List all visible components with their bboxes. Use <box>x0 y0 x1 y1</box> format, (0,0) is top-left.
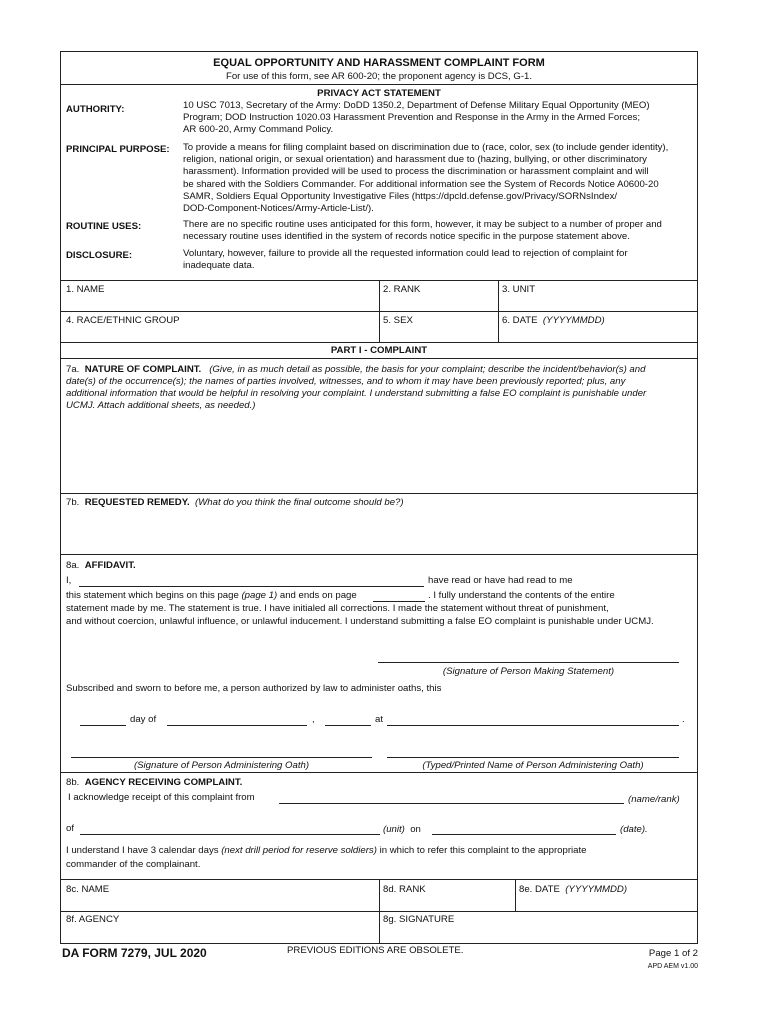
statement-signature-line[interactable] <box>378 662 679 663</box>
agency-8f-field[interactable] <box>62 926 377 942</box>
form-subtitle: For use of this form, see AR 600-20; the proponent agency is DCS, G-1. <box>225 71 533 82</box>
divider <box>60 911 698 912</box>
signature-8g-field[interactable] <box>381 926 696 942</box>
oath-signature-line[interactable] <box>71 757 372 758</box>
commander-text: commander of the complainant. <box>66 859 201 870</box>
period-text: . <box>682 714 685 725</box>
unit-on-text: (unit) on <box>383 824 421 835</box>
typed-name-label: (Typed/Printed Name of Person Administering Oath) <box>422 760 644 771</box>
divider <box>60 342 698 343</box>
page-number: Page 1 of 2 <box>648 948 698 959</box>
date-suffix-label: (date). <box>620 824 648 835</box>
authority-label: AUTHORITY: <box>66 104 125 115</box>
race-label: 4. RACE/ETHNIC GROUP <box>66 315 180 326</box>
oath-year-line[interactable] <box>325 725 371 726</box>
form-number: DA FORM 7279, JUL 2020 <box>62 946 207 960</box>
authority-text: 10 USC 7013, Secretary of the Army: DoDD 1350.2, Department of Defense Military Equal Opportunity (MEO) Program; DOD Instruction 1020.03 Harassment Prevention and Response in the Army in the Armed Forces; AR 600-20, Army Command Policy. <box>183 100 650 136</box>
oath-signature-label: (Signature of Person Administering Oath) <box>133 760 310 771</box>
nature-instructions: date(s) of the occurrence(s); the names of parties involved, witnesses, and to whom it may have been previously reported; plus, any additional information that would be helpful in resolving your complaint. I understand submitting a false EO complaint is punishable under UCMJ. Attach additional sheets, as needed.) <box>66 376 647 412</box>
name-rank-label: (name/rank) <box>628 794 680 805</box>
divider <box>515 879 516 911</box>
affidavit-fully: . I fully understand the contents of the entire <box>428 590 615 601</box>
acknowledge-text: I acknowledge receipt of this complaint from <box>68 792 255 803</box>
signature-8g-label: 8g. SIGNATURE <box>383 914 455 925</box>
affidavit-have-read: have read or have had read to me <box>428 575 573 586</box>
purpose-text: To provide a means for filing complaint based on discrimination due to (race, color, sex (to include gender identity), religion, national origin, or sexual orientation) and harassment due to (hazing, bullying, or other discriminatory harassment). Information provided will be used to process the discrimination or harassment complaint and will be shared with the Soldiers Commander. For additional information see the System of Records Notice A0600-20 SAMR, Soldiers Equal Opportunity Investigative Files (https://dpcld.defense.gov/Privacy/SORNsIndex/ DOD-Component-Notices/Army-Article-List/). <box>183 142 669 215</box>
of-text: of <box>66 823 75 834</box>
remedy-header: 7b. REQUESTED REMEDY. (What do you think the final outcome should be?) <box>66 497 404 508</box>
race-field[interactable] <box>62 327 377 341</box>
divider <box>60 493 698 494</box>
unit-label: 3. UNIT <box>502 284 536 295</box>
date-8e-label: 8e. DATE (YYYYMMDD) <box>519 884 628 895</box>
name-8c-field[interactable] <box>62 896 377 910</box>
affidavit-line2: this statement which begins on this page (page 1) and ends on page <box>66 590 357 601</box>
nature-header: 7a. NATURE OF COMPLAINT. (Give, in as much detail as possible, the basis for your complaint; describe the incident/behavior(s) and <box>66 364 646 375</box>
divider <box>60 84 698 85</box>
routine-label: ROUTINE USES: <box>66 221 142 232</box>
divider <box>60 554 698 555</box>
date-field[interactable] <box>500 327 696 341</box>
affidavit-header: 8a. AFFIDAVIT. <box>66 560 136 571</box>
disclosure-label: DISCLOSURE: <box>66 250 133 261</box>
typed-name-line[interactable] <box>387 757 679 758</box>
disclosure-text: Voluntary, however, failure to provide all the requested information could lead to rejection of complaint for inadequate data. <box>183 248 628 272</box>
agency-header: 8b. AGENCY RECEIVING COMPLAINT. <box>66 777 243 788</box>
form-title: EQUAL OPPORTUNITY AND HARASSMENT COMPLAINT FORM <box>213 57 545 69</box>
comma-text: , <box>312 714 315 725</box>
subscribed-text: Subscribed and sworn to before me, a person authorized by law to administer oaths, this <box>66 683 442 694</box>
date-8e-field[interactable] <box>517 896 696 910</box>
name-field[interactable] <box>62 296 377 312</box>
obsolete-note: PREVIOUS EDITIONS ARE OBSOLETE. <box>287 945 464 956</box>
affiant-name-line[interactable] <box>79 586 424 587</box>
agency-8f-label: 8f. AGENCY <box>66 914 120 925</box>
statement-signature-label: (Signature of Person Making Statement) <box>442 666 615 677</box>
rank-8d-label: 8d. RANK <box>383 884 426 895</box>
at-text: at <box>375 714 384 725</box>
end-page-line[interactable] <box>373 601 425 602</box>
oath-location-line[interactable] <box>387 725 679 726</box>
purpose-label: PRINCIPAL PURPOSE: <box>66 144 170 155</box>
oath-day-line[interactable] <box>80 725 126 726</box>
part1-heading: PART I - COMPLAINT <box>330 345 428 356</box>
name-label: 1. NAME <box>66 284 105 295</box>
complainant-name-line[interactable] <box>279 803 624 804</box>
complainant-unit-line[interactable] <box>80 834 380 835</box>
date-label: 6. DATE (YYYYMMDD) <box>502 315 605 326</box>
rank-field[interactable] <box>381 296 496 312</box>
sex-label: 5. SEX <box>383 315 413 326</box>
divider <box>60 358 698 359</box>
remedy-field[interactable] <box>62 511 696 553</box>
rank-8d-field[interactable] <box>381 896 513 910</box>
sex-field[interactable] <box>381 327 496 341</box>
routine-text: There are no specific routine uses anticipated for this form, however, it may be subject to a number of proper and necessary routine uses identified in the system of records notice specific in the purpose statement above. <box>183 219 662 243</box>
name-8c-label: 8c. NAME <box>66 884 110 895</box>
divider <box>60 772 698 773</box>
unit-field[interactable] <box>500 296 696 312</box>
rank-label: 2. RANK <box>383 284 421 295</box>
divider <box>60 311 698 312</box>
affidavit-line3: statement made by me. The statement is true. I have initialed all corrections. I made the statement without threat of punishment, <box>66 603 609 614</box>
aem-version: APD AEM v1.00 <box>647 963 698 970</box>
day-of-text: day of <box>130 714 157 725</box>
affidavit-i: I, <box>66 575 72 586</box>
privacy-heading: PRIVACY ACT STATEMENT <box>317 88 441 99</box>
nature-field[interactable] <box>62 418 696 492</box>
understand-text: I understand I have 3 calendar days (next drill period for reserve soldiers) in which to refer this complaint to the appropriate <box>66 845 587 856</box>
oath-month-line[interactable] <box>167 725 307 726</box>
affidavit-line4: and without coercion, unlawful influence, or unlawful inducement. I understand submitting a false EO complaint is punishable under UCMJ. <box>66 616 654 627</box>
receipt-date-line[interactable] <box>432 834 616 835</box>
